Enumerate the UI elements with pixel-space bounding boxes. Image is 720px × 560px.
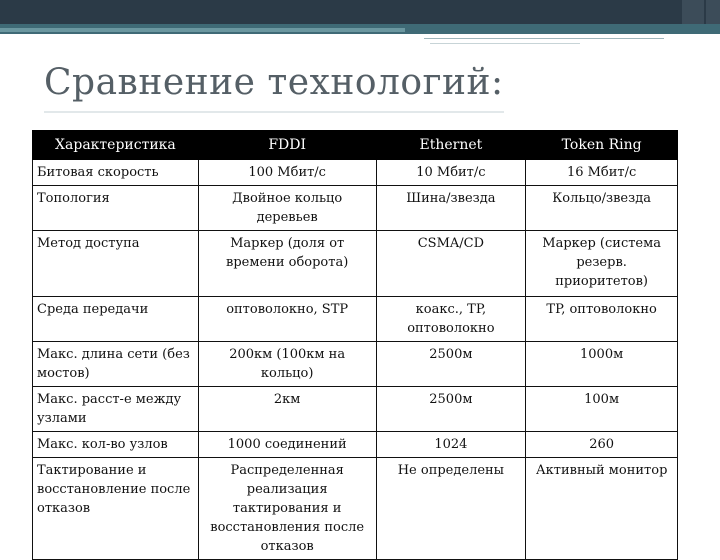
cell-fddi: 1000 соединений bbox=[198, 432, 376, 458]
cell-ethernet: коакс., TP, оптоволокно bbox=[376, 297, 526, 342]
slide-header-bar bbox=[0, 0, 720, 24]
table-row bbox=[33, 160, 678, 186]
cell-fddi: Маркер (доля от времени оборота) bbox=[198, 231, 376, 297]
table-header-row bbox=[33, 131, 678, 160]
cell-token-ring: 16 Мбит/с bbox=[526, 160, 678, 186]
cell-ethernet: CSMA/CD bbox=[376, 231, 526, 297]
cell-token-ring: 1000м bbox=[526, 342, 678, 387]
row-label: Битовая скорость bbox=[33, 160, 199, 186]
cell-fddi: оптоволокно, STP bbox=[198, 297, 376, 342]
table-row bbox=[33, 342, 678, 387]
slide-title: Сравнение технологий: bbox=[44, 62, 504, 103]
cell-token-ring: Активный монитор bbox=[526, 458, 678, 560]
row-label: Макс. кол-во узлов bbox=[33, 432, 199, 458]
cell-token-ring: TP, оптоволокно bbox=[526, 297, 678, 342]
decorative-line bbox=[424, 38, 664, 39]
header-accent-stripe-light bbox=[0, 28, 405, 32]
cell-ethernet: 10 Мбит/с bbox=[376, 160, 526, 186]
table-row bbox=[33, 458, 678, 560]
row-label: Макс. расст-е между узлами bbox=[33, 387, 199, 432]
cell-fddi: Распределенная реализация тактирования и восстановления после отказов bbox=[198, 458, 376, 560]
cell-ethernet: 2500м bbox=[376, 387, 526, 432]
cell-ethernet: Не определены bbox=[376, 458, 526, 560]
cell-token-ring: Кольцо/звезда bbox=[526, 186, 678, 231]
cell-token-ring: 260 bbox=[526, 432, 678, 458]
column-header-characteristic: Характеристика bbox=[33, 131, 199, 160]
comparison-table bbox=[32, 130, 678, 560]
row-label: Макс. длина сети (без мостов) bbox=[33, 342, 199, 387]
cell-token-ring: Маркер (система резерв. приоритетов) bbox=[526, 231, 678, 297]
table-row bbox=[33, 387, 678, 432]
cell-fddi: 100 Мбит/с bbox=[198, 160, 376, 186]
decorative-line bbox=[430, 43, 580, 44]
row-label: Топология bbox=[33, 186, 199, 231]
row-label: Среда передачи bbox=[33, 297, 199, 342]
column-header-token-ring: Token Ring bbox=[526, 131, 678, 160]
cell-fddi: 2км bbox=[198, 387, 376, 432]
cell-ethernet: Шина/звезда bbox=[376, 186, 526, 231]
cell-ethernet: 2500м bbox=[376, 342, 526, 387]
header-square bbox=[706, 0, 720, 24]
table-row bbox=[33, 186, 678, 231]
row-label: Тактирование и восстановление после отказов bbox=[33, 458, 199, 560]
cell-fddi: Двойное кольцо деревьев bbox=[198, 186, 376, 231]
cell-ethernet: 1024 bbox=[376, 432, 526, 458]
title-underline bbox=[44, 111, 504, 113]
table-row bbox=[33, 297, 678, 342]
row-label: Метод доступа bbox=[33, 231, 199, 297]
column-header-fddi: FDDI bbox=[198, 131, 376, 160]
column-header-ethernet: Ethernet bbox=[376, 131, 526, 160]
cell-fddi: 200км (100км на кольцо) bbox=[198, 342, 376, 387]
cell-token-ring: 100м bbox=[526, 387, 678, 432]
header-square bbox=[682, 0, 704, 24]
table-row bbox=[33, 231, 678, 297]
table-row bbox=[33, 432, 678, 458]
